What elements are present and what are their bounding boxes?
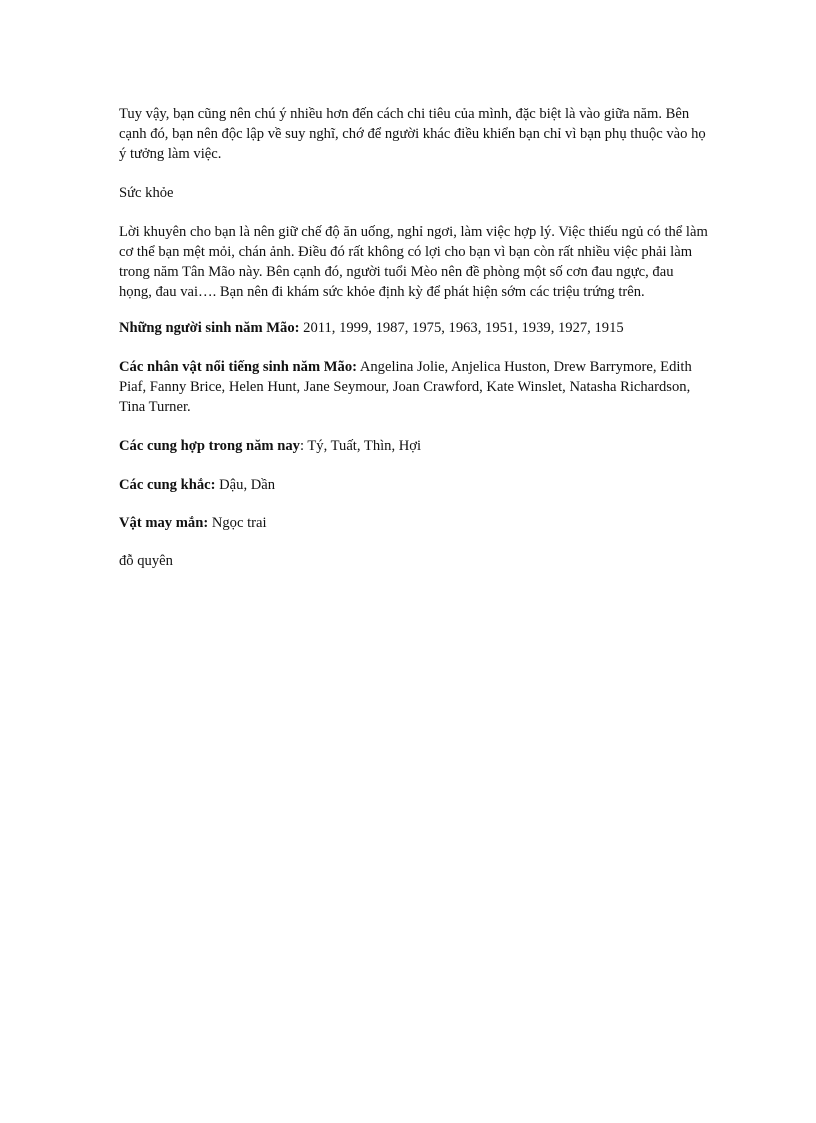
famous-people-label: Các nhân vật nổi tiếng sinh năm Mão: <box>119 359 357 375</box>
compatible-signs-value: : Tý, Tuất, Thìn, Hợi <box>299 438 422 454</box>
intro-paragraph: Tuy vậy, bạn cũng nên chú ý nhiều hơn đến cách chi tiêu của mình, đặc biệt là vào giữa năm. Bên cạnh đó, bạn nên độc lập về suy nghĩ, chớ để người khác điều khiển bạn chỉ vì bạn phụ thuộc vào họ ý tưởng làm việc. <box>119 106 706 162</box>
birth-years-value: 2011, 1999, 1987, 1975, 1963, 1951, 1939, 1927, 1915 <box>299 320 624 336</box>
document-page <box>119 104 709 571</box>
footer-text: đỗ quyên <box>119 553 173 569</box>
incompatible-signs-line <box>119 475 709 495</box>
birth-years-label: Những người sinh năm Mão: <box>119 320 300 336</box>
incompatible-signs-label: Các cung khắc: <box>119 477 216 493</box>
compatible-signs-line <box>119 436 709 456</box>
health-paragraph: Lời khuyên cho bạn là nên giữ chế độ ăn uống, nghỉ ngơi, làm việc hợp lý. Việc thiếu ngủ có thể làm cơ thể bạn mệt mỏi, chán ảnh. Điều đó rất không có lợi cho bạn vì bạn còn rất nhiều việc phải làm trong năm Tân Mão này. Bên cạnh đó, người tuổi Mèo nên đề phòng một số cơn đau ngực, đau họng, đau vai…. Bạn nên đi khám sức khỏe định kỳ để phát hiện sớm các triệu trứng trên. <box>119 224 708 300</box>
lucky-item-value: Ngọc trai <box>208 515 267 531</box>
lucky-item-line <box>119 513 709 533</box>
famous-people-value: Angelina Jolie, Anjelica Huston, Drew Barrymore, Edith Piaf, Fanny Brice, Helen Hunt, Jane Seymour, Joan Crawford, Kate Winslet, Natasha Richardson, Tina Turner. <box>119 359 692 415</box>
famous-people-line <box>119 357 709 417</box>
birth-years-line <box>119 318 709 338</box>
health-heading: Sức khỏe <box>119 185 174 201</box>
compatible-signs-label: Các cung hợp trong năm nay <box>119 438 300 454</box>
lucky-item-label: Vật may mắn: <box>119 515 209 531</box>
incompatible-signs-value: Dậu, Dần <box>215 477 276 493</box>
